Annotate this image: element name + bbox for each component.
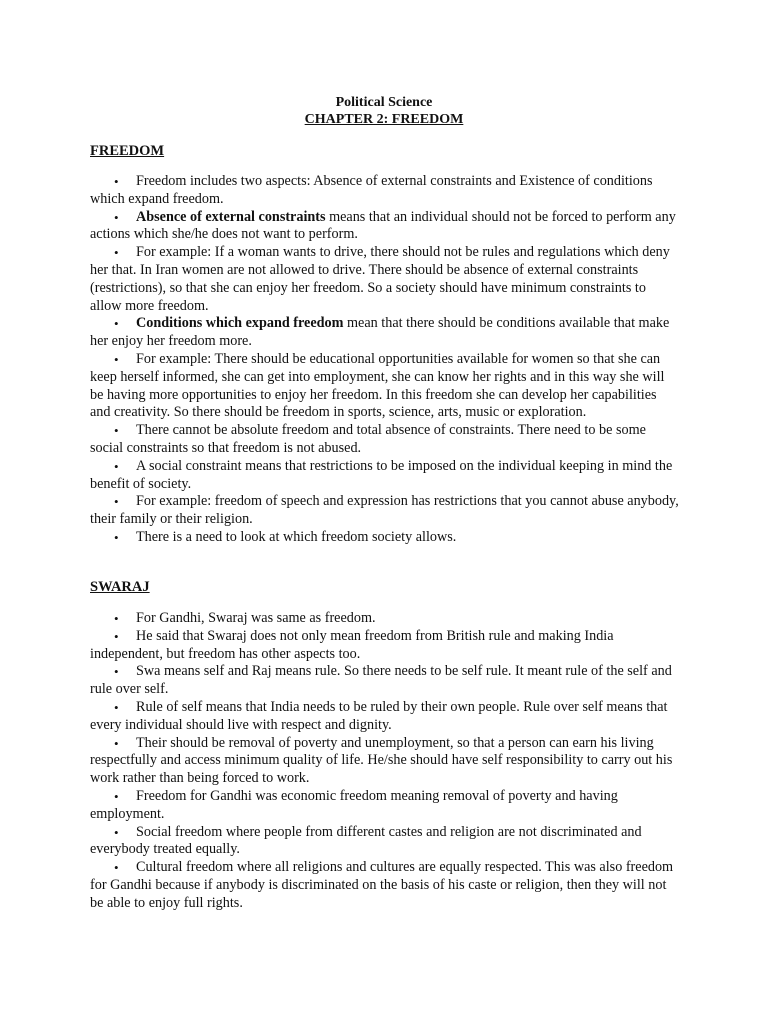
list-item-text: For Gandhi, Swaraj was same as freedom.	[136, 610, 376, 626]
freedom-bullet-list	[90, 173, 680, 547]
list-item-text: A social constraint means that restrictions to be imposed on the individual keeping in mind the benefit of society.	[90, 457, 673, 492]
section-heading-swaraj: SWARAJ	[90, 579, 150, 595]
list-item	[90, 173, 680, 209]
list-item	[90, 628, 680, 664]
list-item	[90, 699, 680, 735]
swaraj-bullet-list	[90, 610, 680, 913]
chapter-title: CHAPTER 2: FREEDOM	[304, 112, 464, 127]
list-item-text: Cultural freedom where all religions and cultures are equally respected. This was also freedom for Gandhi because if anybody is discriminated on the basis of his caste or religion, then they will not be able to enjoy full rights.	[90, 859, 674, 911]
list-item-text: mean that there should be conditions available that make her enjoy her freedom more.	[90, 315, 670, 350]
section-heading-freedom: FREEDOM	[90, 143, 165, 159]
list-item	[90, 493, 680, 529]
list-item-bold-term: Conditions which expand freedom	[136, 315, 344, 332]
list-item-text: Rule of self means that India needs to be ruled by their own people. Rule over self means that every individual should live with respect and dignity.	[90, 698, 668, 733]
list-item	[90, 788, 680, 824]
list-item-bold-term: Absence of external constraints	[136, 208, 326, 225]
list-item	[90, 735, 680, 788]
list-item	[90, 209, 680, 245]
list-item-text: Swa means self and Raj means rule. So there needs to be self rule. It meant rule of the self and rule over self.	[90, 663, 672, 698]
list-item	[90, 824, 680, 860]
list-item	[90, 529, 680, 547]
list-item-text: For example: freedom of speech and expression has restrictions that you cannot abuse anybody, their family or their religion.	[90, 493, 679, 528]
list-item	[90, 315, 680, 351]
list-item-text: There cannot be absolute freedom and total absence of constraints. There need to be some social constraints so that freedom is not abused.	[90, 422, 646, 456]
list-item-text: Freedom includes two aspects: Absence of external constraints and Existence of conditions which expand freedom.	[90, 173, 653, 207]
list-item	[90, 663, 680, 699]
list-item-text: There is a need to look at which freedom society allows.	[136, 528, 457, 545]
list-item	[90, 351, 680, 422]
list-item-text: For example: There should be educational opportunities available for women so that she can keep herself informed, she can get into employment, she can know her rights and in this way she will be having more opportunities to enjoy her freedom. In this freedom she can develop her capabilities and creativity. So there should be freedom in sports, science, arts, music or exploration.	[90, 350, 665, 421]
list-item-text: For example: If a woman wants to drive, there should not be rules and regulations which deny her that. In Iran women are not allowed to drive. There should be absence of external constraints (restrictions), so that she can enjoy her freedom. So a society should have minimum constraints to allow more freedom.	[90, 244, 670, 314]
list-item	[90, 244, 680, 315]
list-item-text: Freedom for Gandhi was economic freedom meaning removal of poverty and having employment.	[90, 787, 618, 822]
list-item-text: Their should be removal of poverty and unemployment, so that a person can earn his living respectfully and access minimum quality of life. He/she should have self responsibility to carry out his work rather than being forced to work.	[90, 734, 673, 787]
document-subject: Political Science	[335, 95, 433, 110]
list-item	[90, 458, 680, 494]
list-item	[90, 610, 680, 628]
list-item	[90, 422, 680, 458]
list-item-text: Social freedom where people from different castes and religion are not discriminated and everybody treated equally.	[90, 823, 642, 858]
list-item-text: means that an individual should not be forced to perform any actions which she/he does not want to perform.	[90, 208, 676, 243]
list-item-text: He said that Swaraj does not only mean freedom from British rule and making India independent, but freedom has other aspects too.	[90, 627, 614, 662]
list-item	[90, 859, 680, 912]
